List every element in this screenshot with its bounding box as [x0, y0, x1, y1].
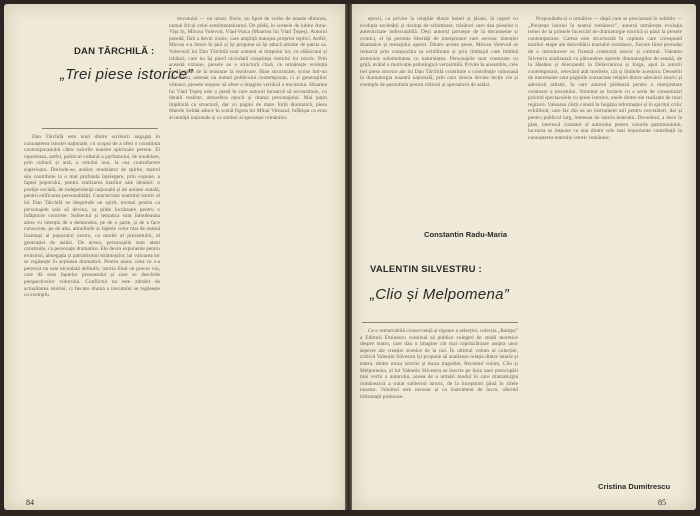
column-text: trecutului — un unsor, fiorie, nu lipsit de vorbe de noaste dinimos, numai fricai celui sentimentalismul. De pildă, în scenele de iubire Ama-Vișa în, Mircea Voievod, Vlad-Voica (Moartea lui Vlad Țepeș). Autorul poredă, fără a devni ironic, care ampliță maiujea propriei replici. Astfel, Mircea s-a întors în țară și își propune să își aducă aminte de patria sa. Voievozii lui Dan Tărchilă sunt oameni ai timpului lor, cu slăbiciuni și izbânzi, care nu își pierd niciodată conștiința rostului lor istoric. Prin această viziune, piesele au o structură clară, ce urmărește evoluția conflictului de la tensiune la rezolvare. Bine structurate, scrise într-un stil sobru, adresat nu numai publicului contemporan, ci și generațiilor viitoare, piesele reușesc să ofere o imagine veridică a trecutului. Moartea lui Vlad Țepeș este o piesă în care autorul încearcă să reconstituie, cu detalii realiste, atmosfera epocii și drama personajului. Mai puțin împlinită ca structură, dar cu pagini de mare forță dramatică, piesa Marele Soldat aduce în scenă figura lui Mihai Viteazul, înfățișat ca erou al unității naționale și ca simbol al speranței românilor. [169, 16, 327, 121]
right-page [352, 4, 696, 510]
page-number: 85 [658, 498, 666, 507]
title-rule [362, 322, 518, 323]
left-page [4, 4, 345, 510]
book-gutter [345, 4, 352, 510]
text-column-3 [528, 16, 682, 476]
text-column-1 [360, 16, 518, 220]
column-text: Propunându-și o urmărire — după cum se precizează în subtitlu — „Prezența istoriei în teatrul românesc”, autorul urmărește evoluția temei de la primele încercări de dramaturgie istorică și până la piesele contemporane. Cartea este structurată în capitole care corespund marilor etape ale dezvoltării teatrului românesc, fiecare fiind precedat de o introducere ce fixează contextul istoric și cultural. Valentin Silvestru analizează cu pătrundere operele dramaturgilor de seamă, de la Hasdeu și Alecsandri la Delavrancea și Iorga, apoi la autorii contemporani, relevând atât meritele, cât și limitele acestora. Deosebit de interesante sunt paginile consacrate relației dintre adevărul istoric și adevărul artistic, în care autorul pledează pentru o interpretare creatoare a trecutului. Volumul se încheie cu o serie de consemnări privind spectacolele cu piese istorice, unele dintre ele realizate de mari regizori. Valoarea cărții constă în bogăția informației și în spiritul critic echilibrat, care fac din ea un instrument util pentru cercetători, dar și pentru publicul larg, interesat de istoria teatrului. Dovedind, a duce la plan, interesul constant al autorului pentru valorile patrimoniului, lucrarea se impune ca una dintre cele mai importante contribuții la cunoașterea teatrului istoric românesc. [528, 16, 682, 141]
text-column-2 [360, 328, 518, 498]
article-signature: Cristina Dumitrescu [598, 482, 671, 491]
article-signature: Constantin Radu-Maria [424, 230, 508, 239]
text-column-1 [24, 134, 160, 498]
title-rule [42, 128, 158, 129]
page-number: 84 [26, 498, 34, 507]
article-title: „Clio și Melpomena” [370, 286, 510, 303]
column-text: Ce o remarcabilă consecvență și rigoare a selecției, colecția „Rampa” a Editurii Eminescu continuă să publice culegeri de studii teoretice despre teatru, care dau o imagine cât mai cuprinzătoare asupra unor aspecte ale creației scenice de la noi. În ultimul volum al colecției, criticul Valentin Silvestru își propune să analizeze relația dintre istorie și teatru, dintre muza istoriei și muza tragediei. Recentul volum, Clio și Melpomena, al lui Valentin Silvestru se înscrie pe linia unei preocupări mai vechi a autorului, aceea de a urmări modul în care dramaturgia românească a tratat subiectul istoric, de la începuturi până în zilele noastre. Volumul este necesar și ca instrument de lucru, oferind informații prețioase. [360, 328, 518, 400]
article-title: „Trei piese istorice” [60, 66, 193, 83]
article-author: VALENTIN SILVESTRU : [370, 264, 482, 275]
article-author: DAN TĂRCHILĂ : [74, 46, 155, 57]
column-text: Dan Tărchilă este unul dintre scriitorii angajați în cunoașterea istoriei naționale, cu scopul de a oferi o constiința contemporanului câtre valorile noastre spirituale perene. El raporteaza, astfel, politicul cultural a parfumului, de modelare, prin cultură și artă, a omului nou, la cea contrafacere superioara. Dorindu-se, audior, modelator de spirite, teatrul său contribuie la o mai profunda înțelegere, prin expune, a faptei poporului, pentru realizarea marilor sale idealuri: o poziție socială, de independență națională și de unitate statală, pentru edificarea personalității. Caracteristic teatrului istoric al lui Dan Tărchilă se desprinde un spirit, tocmai pentru ca personajele sale să devina, ca pilde lucrătoare pentru o înfăptuire concrete. Subiectul și tematica sunt întotdeauna alese cu intenția de a demonstra, pe de o parte, și de a face cunoscute, pe de alta, atitudinile și faptele celor mai de seamă înaintași ai poporului nostru, ca model al prezentului, al generației de astăzi. De aceea, personajele sunt atent construite, ca personaje dramatice. Ele devin exponente pentru eroismul, abnegația și patriotismul strămoșilor, iar valoarea lor se regăsește în acțiunea dramatică. Pentru autor, ceea ce s-a petrecut nu este niciodată definitiv, istoria fiind un proces viu, care dă sens faptelor prezentului și care se deschide perspectivelor viitorului. Conflictul nu este zdrobit de actualitatea istoriei, ci fiecare dramă a trecutului se regăsește ca exemplu. [24, 134, 160, 299]
column-text: epocii, ca privire la relațiile dintre boieri și țărani, în raport cu evoluția societății și dorința de schimbare, trăsături care dau pieselor o autenticitate indiscutabilă. Deși autorul pornește de la documente și cronici, el își permite libertăți de interpretare care servesc intenției dramatice și mesajului operei. Dintre aceste piese, Mircea Voievod se remarcă prin compoziția sa echilibrată și prin limbajul care îmbină armonios solemnitatea cu naturalețea. Personajele sunt conturate cu grijă, având o motivație psihologică verosimilă. Privite în ansamblu, cele trei piese istorice ale lui Dan Tărchilă constituie o contribuție valoroasă la dramaturgia noastră națională, prin care istoria devine lecție vie și exemplu de patriotism pentru cititorii și spectatorii de astăzi. [360, 16, 518, 88]
text-column-2 [169, 16, 327, 498]
